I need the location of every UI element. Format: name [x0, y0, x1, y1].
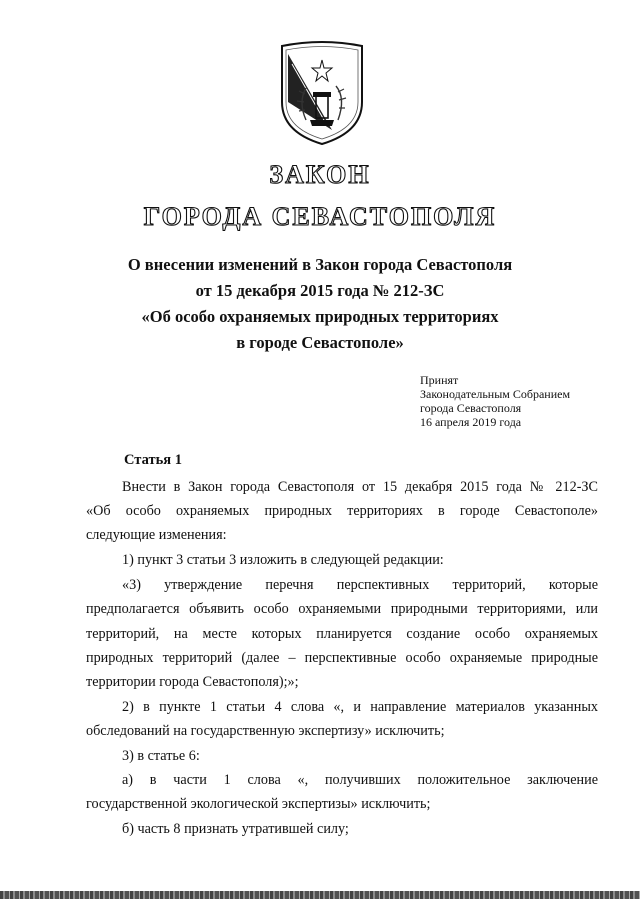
subtitle-line-3: «Об особо охраняемых природных территориях: [141, 307, 499, 326]
body-line: а) в части 1 слова «, получивших положительное заключение: [122, 772, 598, 788]
document-title-line-2: ГОРОДА СЕВАСТОПОЛЯ: [143, 202, 497, 231]
body-line: природных территорий (далее – перспективные особо охраняемые природные: [86, 650, 598, 666]
body-line: 3) в статье 6:: [122, 748, 200, 764]
body-line: предполагается объявить особо охраняемыми природными территориями, или: [86, 601, 598, 617]
body-line: Внести в Закон города Севастополя от 15 декабря 2015 года № 212-ЗС: [122, 479, 598, 495]
body-line: территорий, на месте которых планируется создание особо охраняемых: [86, 626, 598, 642]
scan-edge-artifact: [0, 891, 640, 899]
body-line: следующие изменения:: [86, 527, 227, 543]
adopted-note-date: 16 апреля 2019 года: [420, 415, 522, 429]
document-title-line-1: ЗАКОН: [269, 160, 371, 189]
body-line: обследований на государственную экспертизу» исключить;: [86, 723, 445, 739]
article-heading: Статья 1: [124, 452, 182, 468]
sevastopol-coat-of-arms-emblem: [272, 40, 372, 148]
subtitle-line-1: О внесении изменений в Закон города Севастополя: [127, 255, 513, 274]
body-line: 2) в пункте 1 статьи 4 слова «, и направление материалов указанных: [122, 699, 598, 715]
body-line: территории города Севастополя);»;: [86, 674, 299, 690]
adopted-note-line-1: Принят: [420, 373, 459, 387]
adopted-note-line-2: Законодательным Собранием: [420, 387, 571, 401]
body-line: «Об особо охраняемых природных территориях в городе Севастополе»: [86, 503, 598, 519]
subtitle-line-2: от 15 декабря 2015 года № 212-ЗС: [195, 281, 445, 300]
subtitle-line-4: в городе Севастополе»: [236, 333, 404, 352]
body-line: б) часть 8 признать утратившей силу;: [122, 821, 349, 837]
body-line: государственной экологической экспертизы» исключить;: [86, 796, 431, 812]
body-line: «3) утверждение перечня перспективных территорий, которые: [122, 577, 598, 593]
body-line: 1) пункт 3 статьи 3 изложить в следующей редакции:: [122, 552, 444, 568]
adopted-note-line-3: города Севастополя: [420, 401, 522, 415]
